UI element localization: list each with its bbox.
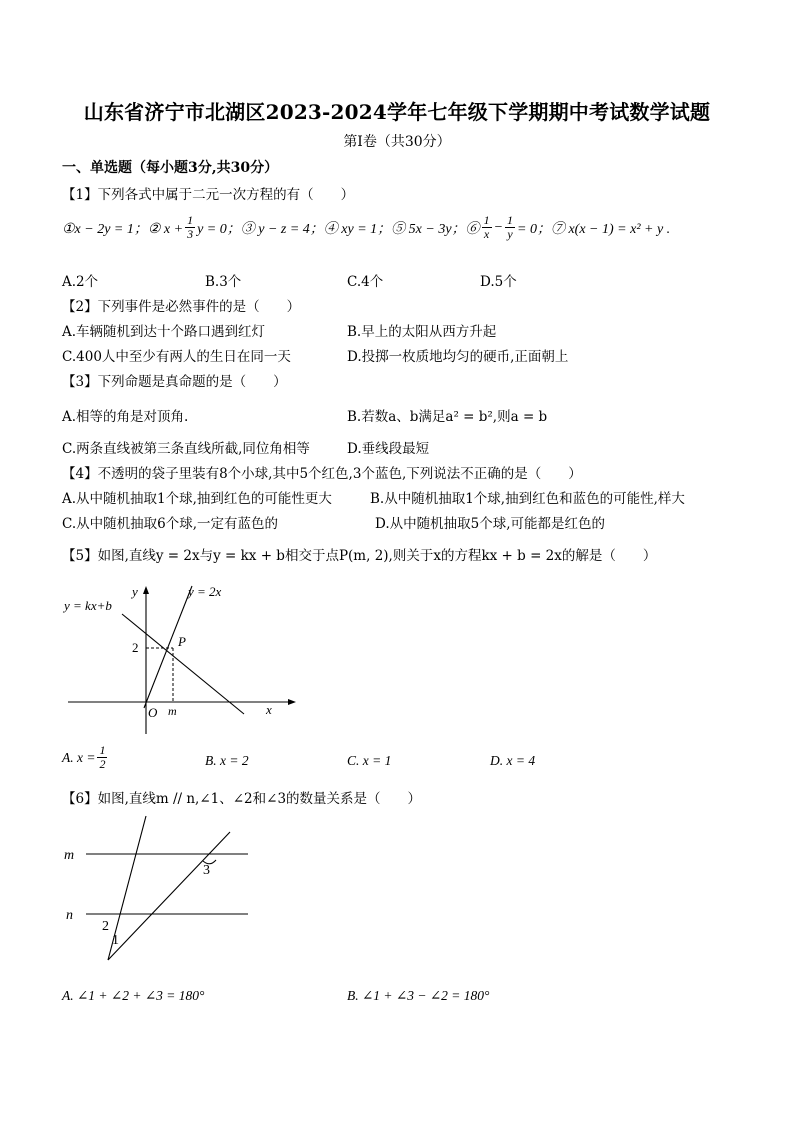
question-2-option-c[interactable]: C.400人中至少有两人的生日在同一天 [62, 349, 291, 365]
question-6-option-b[interactable]: B. ∠1 + ∠3 − ∠2 = 180° [347, 988, 490, 1003]
label-angle-1: 1 [112, 933, 119, 948]
question-3-option-c[interactable]: C.两条直线被第三条直线所截,同位角相等 [62, 441, 310, 457]
x-axis-arrow [288, 699, 296, 705]
question-4-stem: 【4】不透明的袋子里装有8个小球,其中5个红色,3个蓝色,下列说法不正确的是（ ） [62, 466, 582, 482]
question-4-option-a[interactable]: A.从中随机抽取1个球,抽到红色的可能性更大 [62, 491, 332, 507]
label-line-kx-b: y = kx+b [64, 598, 112, 613]
question-1-option-a[interactable]: A.2个 [62, 274, 99, 290]
question-1-option-c[interactable]: C.4个 [347, 274, 384, 290]
fraction-1-3: $\frac{1}{3}$ [187, 213, 194, 241]
expr-part-2: y = 0；③ y − z = 4；④ xy = 1；⑤ 5x − 3y；⑥ [197, 221, 480, 237]
question-1-expression [62, 214, 670, 241]
question-2-option-d[interactable]: D.投掷一枚质地均匀的硬币,正面朝上 [347, 349, 569, 365]
label-angle-2: 2 [102, 919, 109, 934]
section-heading: 一、单选题（每小题3分,共30分） [62, 160, 279, 176]
question-6-stem: 【6】如图,直线m // n,∠1、∠2和∠3的数量关系是（ ） [62, 791, 422, 807]
label-line-2x: y = 2x [188, 584, 222, 599]
label-angle-3: 3 [203, 863, 210, 878]
question-2-stem: 【2】下列事件是必然事件的是（ ） [62, 299, 301, 315]
question-6-figure [60, 810, 260, 970]
question-4-option-d[interactable]: D.从中随机抽取5个球,可能都是红色的 [375, 516, 606, 532]
label-y-axis: y [132, 584, 138, 599]
expr-part-1: ①x − 2y = 1；② x + [62, 221, 184, 237]
question-5-option-d[interactable]: D. x = 4 [490, 753, 536, 768]
expr-part-3: − [493, 219, 504, 235]
fraction-1-x: $\frac{1}{x}$ [483, 213, 490, 241]
question-1-stem: 【1】下列各式中属于二元一次方程的有（ ） [62, 187, 355, 203]
question-4-option-b[interactable]: B.从中随机抽取1个球,抽到红色和蓝色的可能性,样大 [370, 491, 685, 507]
label-line-m: m [64, 848, 75, 863]
page-title: 山东省济宁市北湖区2023-2024学年七年级下学期期中考试数学试题 [83, 100, 711, 124]
y-axis-arrow [143, 586, 149, 594]
question-3-option-d[interactable]: D.垂线段最短 [347, 441, 430, 457]
question-5-option-c[interactable]: C. x = 1 [347, 753, 392, 768]
question-4-option-c[interactable]: C.从中随机抽取6个球,一定有蓝色的 [62, 516, 279, 532]
question-5-option-b[interactable]: B. x = 2 [205, 753, 249, 768]
page-subtitle: 第I卷（共30分） [343, 134, 451, 150]
label-point-p: P [178, 634, 186, 649]
fraction-1-y: $\frac{1}{y}$ [507, 213, 514, 241]
question-2-option-a[interactable]: A.车辆随机到达十个路口遇到红灯 [62, 324, 266, 340]
label-line-n: n [66, 908, 73, 923]
question-5-stem: 【5】如图,直线y = 2x与y = kx + b相交于点P(m, 2),则关于x的方程kx + b = 2x的解是（ ） [62, 548, 657, 564]
transversal-2 [108, 832, 230, 960]
label-origin: O [148, 705, 158, 720]
expr-part-4: = 0；⑦ x(x − 1) = x² + y . [517, 221, 671, 237]
question-1-option-d[interactable]: D.5个 [480, 274, 517, 290]
fraction-1-2: $\frac{1}{2}$ [99, 743, 106, 771]
question-1-option-b[interactable]: B.3个 [205, 274, 242, 290]
label-y-tick-2: 2 [132, 640, 139, 655]
question-6-option-a[interactable]: A. ∠1 + ∠2 + ∠3 = 180° [62, 988, 205, 1003]
question-3-option-b[interactable]: B.若数a、b满足a² = b²,则a = b [347, 409, 548, 425]
option-a-prefix: A. x = [62, 749, 96, 765]
line-y-kx-b [122, 614, 244, 714]
question-2-option-b[interactable]: B.早上的太阳从西方升起 [347, 324, 497, 340]
label-x-tick-m: m [168, 704, 177, 718]
question-3-stem: 【3】下列命题是真命题的是（ ） [62, 374, 287, 390]
question-5-option-a[interactable] [62, 744, 109, 771]
label-x-axis: x [266, 702, 272, 717]
question-3-option-a[interactable]: A.相等的角是对顶角. [62, 409, 189, 425]
question-5-figure [60, 578, 300, 738]
